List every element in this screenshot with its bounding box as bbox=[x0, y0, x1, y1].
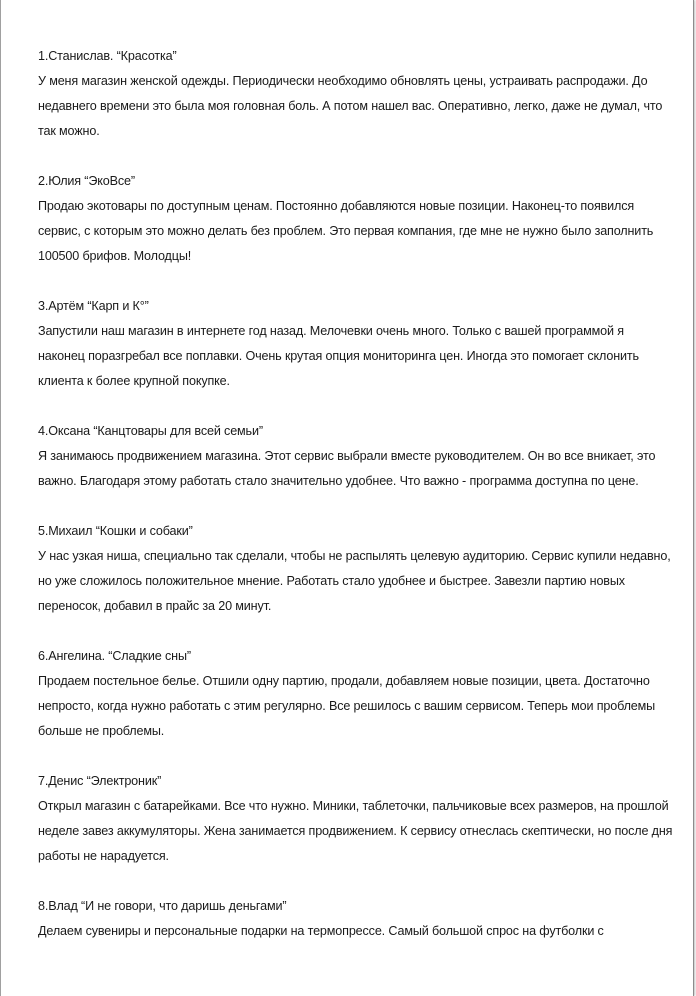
review-line: Делаем сувениры и персональные подарки на термопрессе. Самый большой спрос на футболки с bbox=[38, 924, 604, 938]
document-body bbox=[38, 44, 688, 969]
review-heading: 5.Михаил “Кошки и собаки” bbox=[38, 524, 193, 538]
review-text bbox=[38, 919, 688, 944]
review-line: больше не проблемы. bbox=[38, 724, 165, 738]
review-line: Открыл магазин с батарейками. Все что нужно. Миники, таблеточки, пальчиковые всех размеров, на прошлой bbox=[38, 799, 669, 813]
review-6 bbox=[38, 644, 688, 744]
review-line: Я занимаюсь продвижением магазина. Этот сервис выбрали вместе руководителем. Он во все вникает, это bbox=[38, 449, 656, 463]
review-heading: 1.Станислав. “Красотка” bbox=[38, 49, 177, 63]
review-2 bbox=[38, 169, 688, 269]
review-heading: 8.Влад “И не говори, что даришь деньгами” bbox=[38, 899, 287, 913]
review-line: важно. Благодаря этому работать стало значительно удобнее. Что важно - программа доступна по цене. bbox=[38, 474, 639, 488]
review-line: сервис, с которым это можно делать без проблем. Это первая компания, где мне не нужно было заполнить bbox=[38, 224, 654, 238]
review-line: У нас узкая ниша, специально так сделали, чтобы не распылять целевую аудиторию. Сервис купили недавно, bbox=[38, 549, 671, 563]
review-text bbox=[38, 194, 688, 269]
review-line: так можно. bbox=[38, 124, 100, 138]
review-line: Продаю экотовары по доступным ценам. Постоянно добавляются новые позиции. Наконец-то появился bbox=[38, 199, 635, 213]
review-line: клиента к более крупной покупке. bbox=[38, 374, 230, 388]
review-line: работы не нарадуется. bbox=[38, 849, 169, 863]
review-heading: 3.Артём “Карп и К°” bbox=[38, 299, 149, 313]
review-text bbox=[38, 544, 688, 619]
review-7 bbox=[38, 769, 688, 869]
review-line: неделе завез аккумуляторы. Жена занимается продвижением. К сервису отнеслась скептически, но после дня bbox=[38, 824, 673, 838]
review-text bbox=[38, 319, 688, 394]
review-line: 100500 брифов. Молодцы! bbox=[38, 249, 192, 263]
review-line: У меня магазин женской одежды. Периодически необходимо обновлять цены, устраивать распродажи. До bbox=[38, 74, 648, 88]
review-heading: 2.Юлия “ЭкоВсе” bbox=[38, 174, 135, 188]
review-text bbox=[38, 794, 688, 869]
review-heading: 4.Оксана “Канцтовары для всей семьи” bbox=[38, 424, 263, 438]
review-1 bbox=[38, 44, 688, 144]
review-heading: 6.Ангелина. “Сладкие сны” bbox=[38, 649, 191, 663]
review-5 bbox=[38, 519, 688, 619]
review-line: Продаем постельное белье. Отшили одну партию, продали, добавляем новые позиции, цвета. Достаточно bbox=[38, 674, 650, 688]
review-text bbox=[38, 444, 688, 494]
review-8 bbox=[38, 894, 688, 944]
review-line: переносок, добавил в прайс за 20 минут. bbox=[38, 599, 272, 613]
review-text bbox=[38, 669, 688, 744]
review-line: Запустили наш магазин в интернете год назад. Мелочевки очень много. Только с вашей программой я bbox=[38, 324, 624, 338]
review-line: но уже сложилось положительное мнение. Работать стало удобнее и быстрее. Завезли партию новых bbox=[38, 574, 625, 588]
review-line: непросто, когда нужно работать с этим регулярно. Все решилось с вашим сервисом. Теперь мои проблемы bbox=[38, 699, 656, 713]
review-line: недавнего времени это была моя головная боль. А потом нашел вас. Оперативно, легко, даже не думал, что bbox=[38, 99, 663, 113]
review-text bbox=[38, 69, 688, 144]
review-line: наконец поразгребал все поплавки. Очень крутая опция мониторинга цен. Иногда это помогает склонить bbox=[38, 349, 639, 363]
review-4 bbox=[38, 419, 688, 494]
review-heading: 7.Денис “Электроник” bbox=[38, 774, 162, 788]
review-3 bbox=[38, 294, 688, 394]
